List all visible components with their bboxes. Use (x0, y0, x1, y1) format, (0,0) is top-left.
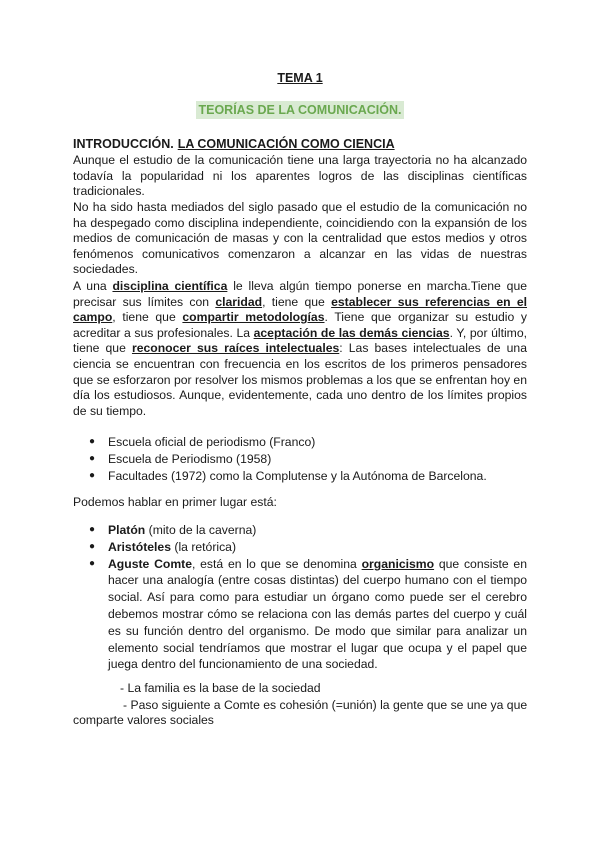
thinker-name: Platón (108, 523, 146, 537)
subtitle-wrap (0, 101, 600, 119)
list-item-text: (mito de la caverna) (145, 523, 257, 537)
paragraph-history: No ha sido hasta mediados del siglo pasado que el estudio de la comunicación no ha despegado como disciplina independiente, coincidiendo con la expansión de los medios de comunicación de masas y con la centralidad que estos medios y otros fenómenos comunicativos comenzaron a alcanzar en las vidas de nuestras sociedades. (73, 200, 527, 277)
text-run: . Y, por último, tiene que (73, 325, 527, 356)
text-run: : Las bases intelectuales de una ciencia se encuentran con frecuencia en los escritos de los primeros pensadores que se esforzaron por resolver los mismos problemas a los que se enfrentan hoy en día los estudiosos. Aunque, evidentemente, cada uno dentro de los límites propios de su tiempo. (73, 341, 527, 418)
list-item (73, 468, 487, 485)
paragraph-intro: Aunque el estudio de la comunicación tiene una larga trayectoria no ha alcanzado todavía la popularidad ni los aparentes logros de las disciplinas científicas tradicionales. (73, 153, 527, 199)
list-item (73, 539, 527, 556)
list-item-text: Facultades (1972) como la Complutense y la Autónoma de Barcelona. (108, 468, 487, 483)
bullet-icon: ● (89, 557, 96, 569)
emphasis-term: reconocer sus raíces intelectuales (131, 341, 340, 356)
emphasis-term: compartir metodologías (182, 310, 325, 325)
list-item (73, 556, 527, 674)
intro-thinkers: Podemos hablar en primer lugar está: (73, 495, 277, 509)
list-item-text: Escuela oficial de periodismo (Franco) (108, 435, 316, 449)
text-run: , tiene que (262, 294, 332, 309)
paragraph-discipline (73, 279, 527, 419)
bullet-icon: ● (89, 436, 96, 447)
thinker-name: Aguste Comte (108, 556, 192, 571)
section-heading (73, 137, 395, 151)
schools-list (73, 434, 487, 484)
list-item-text: que consiste en hacer una analogía (entre cosas distintas) del cuerpo humano con el tiempo social. Así para como para estudiar un órgano como puede ser el cerebro debemos mostrar cómo se relaciona con las demás partes del cuerpo y cuál es su función dentro del organismo. De modo que similar para analizar un elemento social tendríamos que mostrar el lugar que ocupa y el papel que juega dentro del funcionamiento de una sociedad. (108, 556, 527, 672)
page-subtitle: TEORÍAS DE LA COMUNICACIÓN. (198, 103, 402, 117)
list-item (73, 522, 527, 539)
emphasis-term: organicismo (361, 556, 435, 571)
bullet-icon: ● (89, 524, 96, 535)
bullet-icon: ● (89, 452, 96, 464)
list-item (73, 451, 487, 468)
note-cohesion: - Paso siguiente a Comte es cohesión (=unión) la gente que se une ya que (123, 698, 528, 712)
text-run: A una (73, 279, 113, 293)
emphasis-term: claridad (215, 294, 263, 309)
note-cohesion-cont: comparte valores sociales (73, 713, 214, 727)
emphasis-term: disciplina científica (112, 279, 228, 293)
emphasis-term: establecer sus referencias en el campo (73, 294, 528, 325)
text-run: le lleva algún tiempo ponerse en marcha.Tiene que precisar sus límites con (73, 279, 527, 309)
note-family: - La familia es la base de la sociedad (120, 681, 321, 695)
heading-underlined: LA COMUNICACIÓN COMO CIENCIA (177, 137, 395, 151)
bullet-icon: ● (89, 469, 96, 481)
text-run: . Tiene que organizar su estudio y acreditar a sus profesionales. La (73, 310, 527, 340)
bullet-icon: ● (89, 540, 96, 552)
list-item-text: Escuela de Periodismo (1958) (108, 451, 272, 466)
page-title: TEMA 1 (277, 71, 323, 85)
heading-label: INTRODUCCIÓN. (73, 137, 174, 151)
list-item (73, 434, 487, 451)
thinker-name: Aristóteles (108, 539, 171, 554)
text-run: , tiene que (112, 310, 183, 325)
list-item-text: (la retórica) (171, 539, 237, 554)
emphasis-term: aceptación de las demás ciencias (253, 325, 450, 340)
thinkers-list (73, 522, 527, 673)
list-item-text: , está en lo que se denomina (192, 556, 362, 571)
